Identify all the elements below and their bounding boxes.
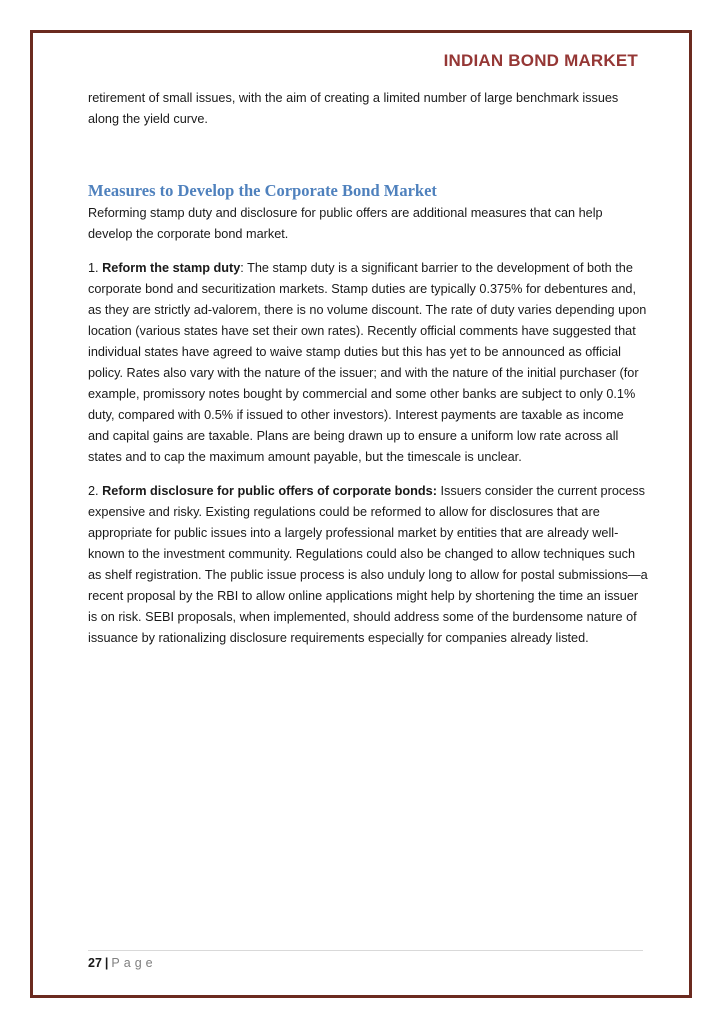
item-text: : The stamp duty is a significant barrier to the development of both the corporate bond and securitization markets. Stamp duties are typically 0.375% for debentures and, as they are strictly ad-valorem, there is no volume discount. The rate of duty varies depending upon location (various states have set their own rates). Recently official comments have suggested that individual states have agreed to waive stamp duties but this has yet to be announced as official policy. Rates also vary with the nature of the issuer; and with the nature of the initial purchaser (for example, promissory notes bought by commercial and some other banks are subject to only 0.1% duty, compared with 0.5% if issued to other investors). Interest payments are taxable as income and capital gains are taxable. Plans are being drawn up to ensure a uniform low rate across all states and to cap the maximum amount payable, but the timescale is unclear. [88, 261, 647, 464]
item-number: 2. [88, 484, 103, 498]
footer-separator: | [104, 956, 109, 970]
item-number: 1. [88, 261, 103, 275]
stamp-duty-paragraph [88, 258, 648, 468]
section-heading: Measures to Develop the Corporate Bond Market [88, 181, 437, 200]
intro-paragraph: retirement of small issues, with the aim of creating a limited number of large benchmark issues along the yield curve. [88, 91, 619, 126]
running-header-title: INDIAN BOND MARKET [443, 51, 638, 70]
page-number: 27 [88, 956, 102, 970]
document-body [88, 88, 648, 649]
footer-divider [88, 950, 643, 951]
item-heading: Reform the stamp duty [102, 261, 241, 275]
item-text: Issuers consider the current process expensive and risky. Existing regulations could be reformed to allow for disclosures that are appropriate for public issues into a largely professional market by entities that are already well-known to the investment community. Regulations could also be changed to allow techniques such as shelf registration. The public issue process is also unduly long to allow for postal submissions—a recent proposal by the RBI to allow online applications might help by shortening the time an issuer is on risk. SEBI proposals, when implemented, should address some of the burdensome nature of issuance by rationalizing disclosure requirements especially for companies already listed. [88, 484, 648, 645]
page-label: Page [111, 956, 157, 970]
section-lead-paragraph: Reforming stamp duty and disclosure for public offers are additional measures that can help develop the corporate bond market. [88, 206, 603, 241]
disclosure-paragraph [88, 481, 648, 649]
page-footer [88, 956, 157, 970]
item-heading: Reform disclosure for public offers of corporate bonds: [102, 484, 437, 498]
